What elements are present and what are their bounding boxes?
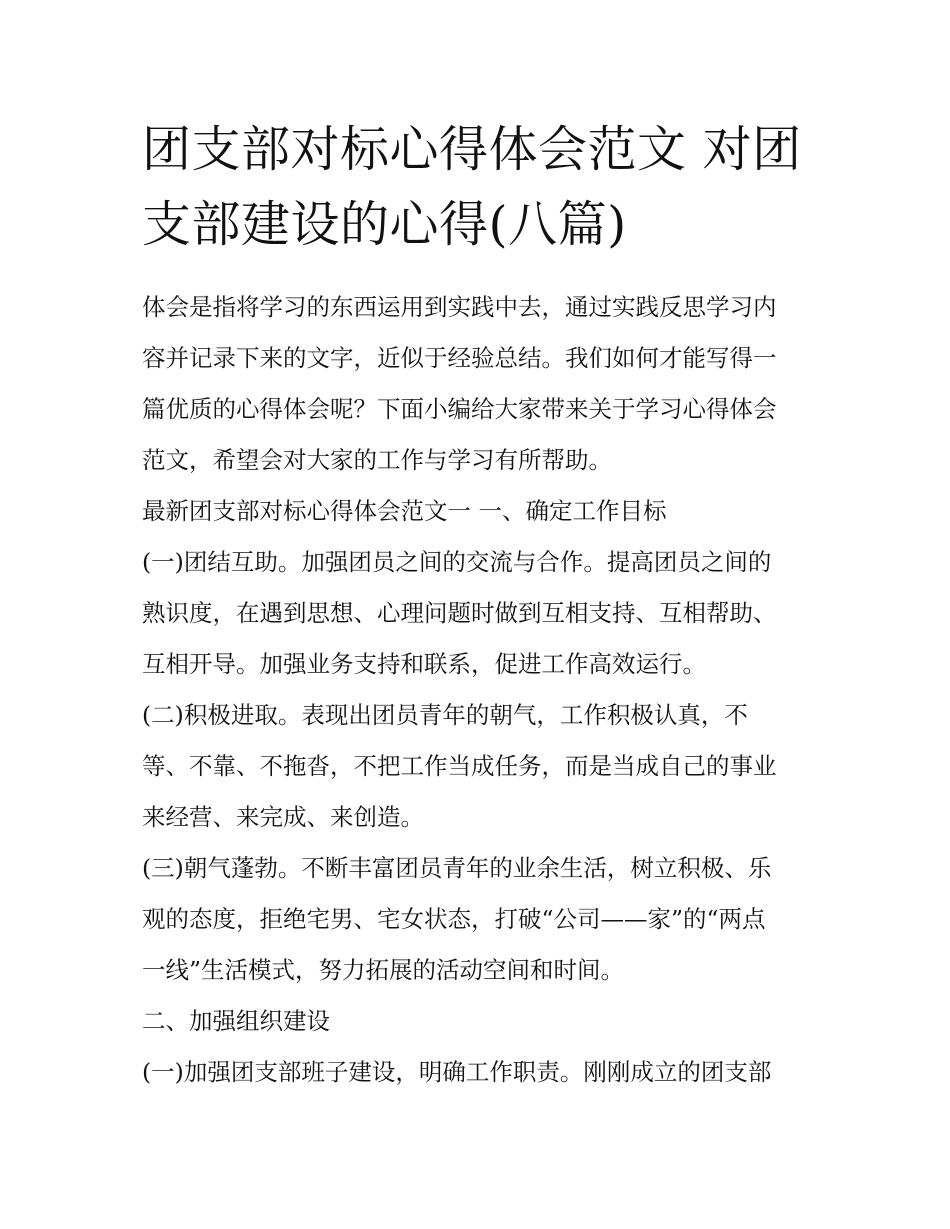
text-line: 体会是指将学习的东西运用到实践中去，通过实践反思学习内 [142, 293, 777, 321]
text-line: (二)积极进取。表现出团员青年的朝气，工作积极认真，不 [142, 701, 748, 729]
text-line: 等、不靠、不拖沓，不把工作当成任务，而是当成自己的事业 [142, 752, 777, 780]
text-line: 来经营、来完成、来创造。 [142, 803, 424, 831]
document-content [142, 112, 812, 1098]
text-line: 最新团支部对标心得体会范文一 一、确定工作目标 [142, 497, 667, 525]
text-line: 观的态度，拒绝宅男、宅女状态，打破“公司——家”的“两点 [142, 905, 766, 933]
text-line: 二、加强组织建设 [142, 1007, 330, 1035]
text-line: 互相开导。加强业务支持和联系，促进工作高效运行。 [142, 650, 706, 678]
section-heading-2 [142, 996, 812, 1047]
section-heading-1 [142, 486, 812, 537]
text-line: 一线”生活模式，努力拓展的活动空间和时间。 [142, 956, 625, 984]
text-line: 熟识度，在遇到思想、心理问题时做到互相支持、互相帮助、 [142, 599, 777, 627]
text-line: 篇优质的心得体会呢？下面小编给大家带来关于学习心得体会 [142, 395, 777, 423]
intro-paragraph [142, 282, 812, 486]
text-line: (一)加强团支部班子建设，明确工作职责。刚刚成立的团支部 [142, 1058, 772, 1086]
document-title [142, 112, 812, 262]
paragraph-proactive [142, 690, 812, 843]
paragraph-unity [142, 537, 812, 690]
text-line: (三)朝气蓬勃。不断丰富团员青年的业余生活，树立积极、乐 [142, 854, 772, 882]
document-body [142, 282, 812, 1098]
text-line: 范文，希望会对大家的工作与学习有所帮助。 [142, 446, 612, 474]
paragraph-organization [142, 1047, 812, 1098]
title-line: 团支部对标心得体会范文 对团 [142, 121, 802, 178]
text-line: 容并记录下来的文字，近似于经验总结。我们如何才能写得一 [142, 344, 777, 372]
paragraph-vigor [142, 843, 812, 996]
title-line: 支部建设的心得(八篇) [142, 196, 627, 253]
text-line: (一)团结互助。加强团员之间的交流与合作。提高团员之间的 [142, 548, 772, 576]
